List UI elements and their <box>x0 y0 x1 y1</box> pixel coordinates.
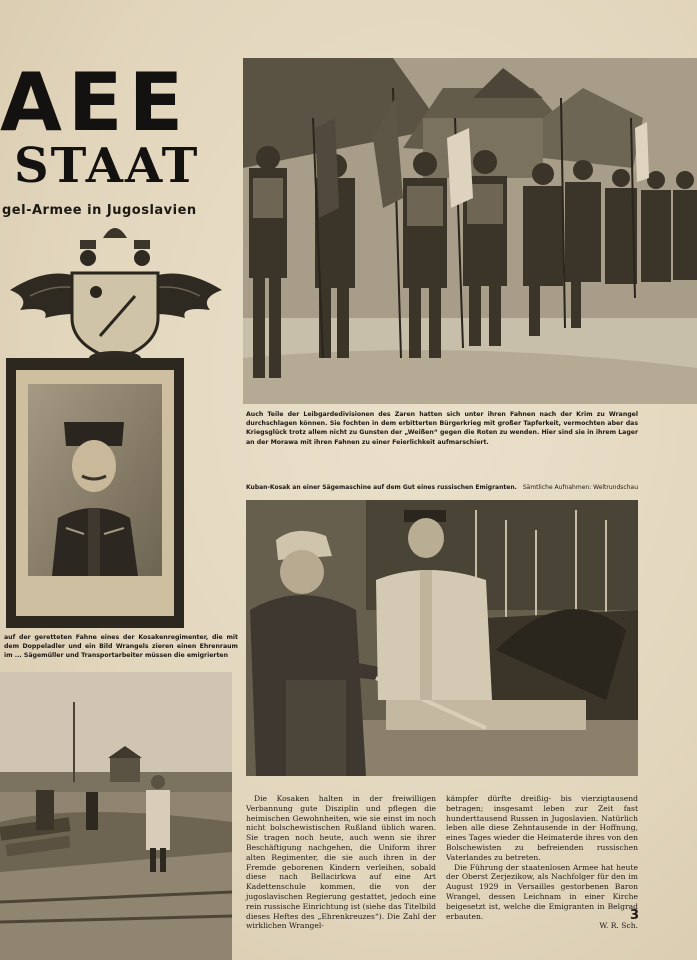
page-number: 3 <box>629 908 639 923</box>
photo-cossack-parade <box>243 58 697 404</box>
eagle-emblem <box>0 218 230 366</box>
photo-sawmill <box>246 500 638 776</box>
author-signature: W. R. Sch. <box>599 921 638 931</box>
caption-sawmill <box>246 484 638 492</box>
headline-top: AEE <box>0 62 190 144</box>
headline-staat: STAAT <box>14 138 200 194</box>
body-paragraph: Die Führung der staatenlosen Armee hat heute der Oberst Zerjezikow, als Nachfolger für den im August 1929 in Versailles gestorbenen Baron Wrangel, dessen Leichnam in einer Kirche beigesetzt ist, welche die Emigranten in Belgrad erbauten. <box>446 862 638 921</box>
wrangel-portrait-frame <box>6 358 184 628</box>
caption-sawmill-text: Kuban-Kosak an einer Sägemaschine auf dem Gut eines russischen Emigranten. <box>246 484 517 491</box>
headline-subtitle: gel-Armee in Jugoslavien <box>2 203 197 218</box>
body-paragraph: Die Kosaken halten in der freiwilligen Verbannung gute Disziplin und pflegen die heimischen Gewohnheiten, wie sie einst im noch nicht bolschewistischen Rußland üblich waren. Sie tragen noch heute, auch wenn sie ihrer Beschäftigung nachgehen, die Uniform ihrer alten Regimenter, die sie auch ihren in der Fremde geborenen Kindern verleihen, sobald diese nach Bellacirkwa auf eine Art Kadettenschule kommen, die von der jugoslavischen Regierung gestattet, jedoch eine rein russische Einrichtung ist (siehe das Titelbild dieses Heftes des „Ehrenkreuzes“). Die Zahl der wirklichen Wrangel- <box>246 794 436 931</box>
caption-cossack-parade: Auch Teile der Leibgardedivisionen des Zaren hatten sich unter ihren Fahnen nach der Krim zu Wrangel durchschlagen können. Sie fochten in dem erbitterten Bürgerkrieg mit großer Tapferkeit, vermochten aber das Kriegsglück trotz allem nicht zu Gunsten der „Weißen“ gegen die Roten zu wenden. Hier sind sie in ihrem Lager an der Morawa mit ihren Fahnen zu einer Feierlichkeit aufmarschiert. <box>246 411 638 446</box>
photo-credit: Sämtliche Aufnahmen: Weltrundschau <box>522 484 638 491</box>
photo-laborers <box>0 672 232 960</box>
body-paragraph: kämpfer dürfte dreißig- bis vierzigtausend betragen; insgesamt leben zur Zeit fast hunderttausend Russen in Jugoslavien. Natürlich leben alle diese Zehntausende in der Hoffnung, eines Tages wieder die Heimaterde ihres von den Bolschewisten zu befreienden russischen Vaterlandes zu betreten. <box>446 794 638 862</box>
body-column-1 <box>246 794 436 931</box>
caption-flag-portrait: auf der geretteten Fahne eines der Kosakenregimenter, die mit dem Doppeladler und ein Bild Wrangels zieren einen Ehrenraum im ... Sägemüller und Transportarbeiter müssen die emigrierten <box>4 634 238 660</box>
body-column-2 <box>446 794 638 931</box>
